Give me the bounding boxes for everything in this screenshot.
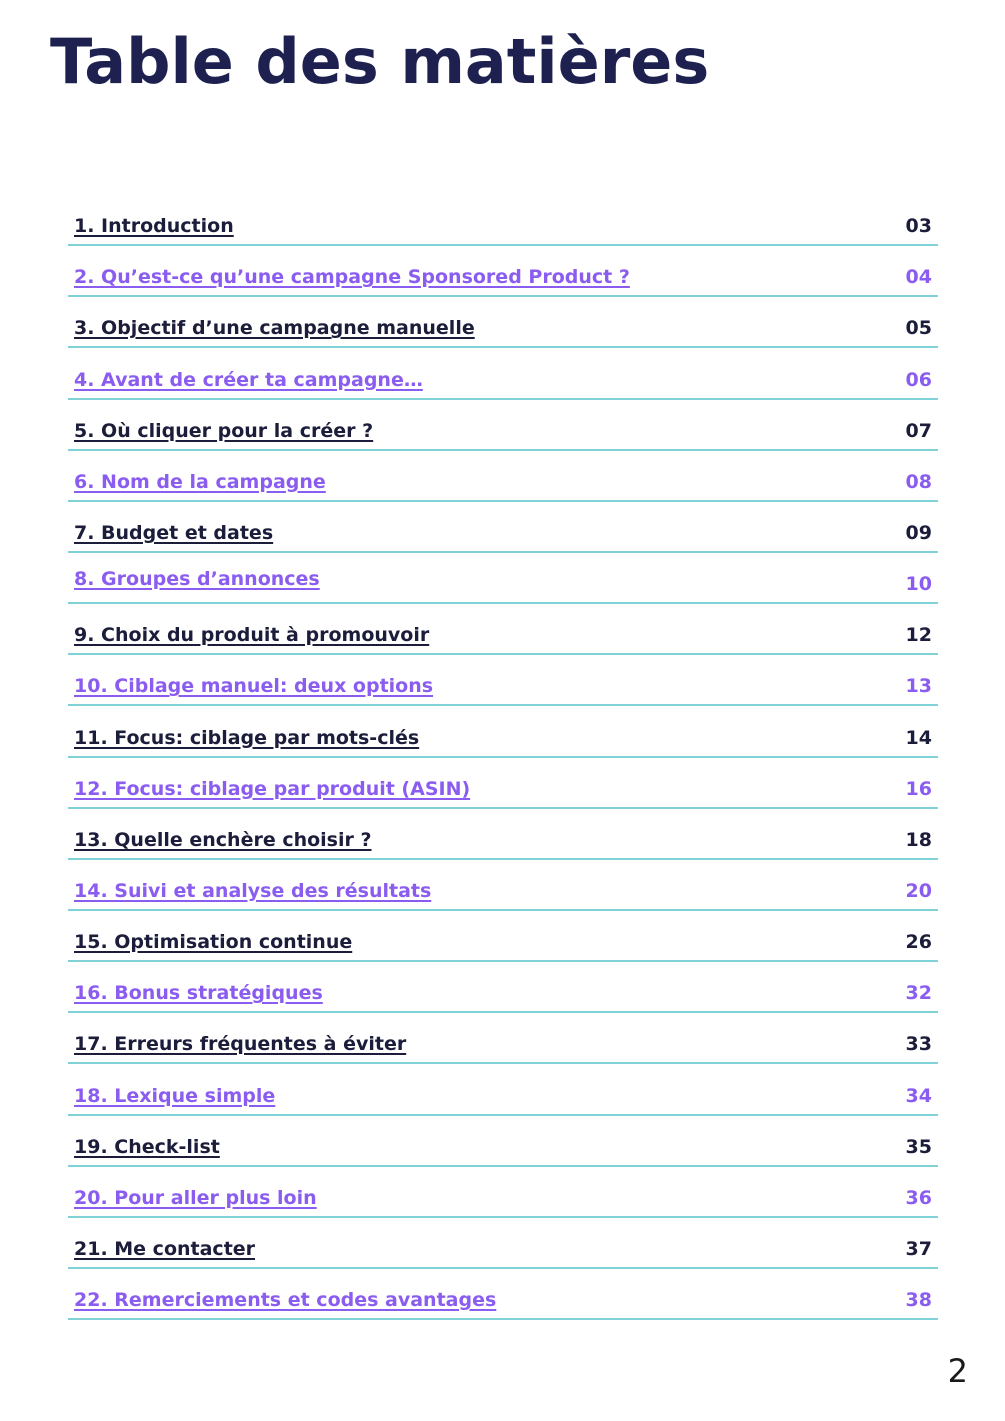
toc-entry[interactable] <box>68 1013 938 1064</box>
toc-entry[interactable] <box>68 1218 938 1269</box>
toc-entry-page[interactable]: 14 <box>905 726 932 749</box>
toc-entry-label[interactable]: 19. Check-list <box>74 1135 220 1158</box>
toc-entry-page[interactable]: 12 <box>905 624 932 647</box>
toc-entry-label[interactable]: 9. Choix du produit à promouvoir <box>74 624 430 647</box>
toc-entry-label[interactable]: 22. Remerciements et codes avantages <box>74 1289 497 1312</box>
toc-entry-label[interactable]: 7. Budget et dates <box>74 521 274 544</box>
toc-entry[interactable] <box>68 962 938 1013</box>
toc-entry[interactable] <box>68 400 938 451</box>
toc-entry-page[interactable]: 06 <box>905 368 932 391</box>
toc-entry-label[interactable]: 13. Quelle enchère choisir ? <box>74 828 372 851</box>
toc-entry-page[interactable]: 04 <box>905 266 932 289</box>
toc-entry-label[interactable]: 21. Me contacter <box>74 1237 256 1260</box>
toc-entry-page[interactable]: 10 <box>905 573 932 596</box>
toc-entry[interactable] <box>68 1116 938 1167</box>
toc-entry-label[interactable]: 4. Avant de créer ta campagne… <box>74 368 423 391</box>
toc-entry[interactable] <box>68 911 938 962</box>
toc-entry[interactable] <box>68 758 938 809</box>
toc-entry[interactable] <box>68 604 938 655</box>
toc-entry-label[interactable]: 14. Suivi et analyse des résultats <box>74 879 432 902</box>
page-title: Table des matières <box>50 25 710 98</box>
toc-entry[interactable] <box>68 809 938 860</box>
toc-entry[interactable] <box>68 297 938 348</box>
toc-entry-page[interactable]: 26 <box>905 931 932 954</box>
toc-entry-label[interactable]: 6. Nom de la campagne <box>74 470 326 493</box>
toc-entry-page[interactable]: 03 <box>905 215 932 238</box>
toc-entry-label[interactable]: 5. Où cliquer pour la créer ? <box>74 419 374 442</box>
toc-entry[interactable] <box>68 860 938 911</box>
toc-entry-page[interactable]: 05 <box>905 317 932 340</box>
toc-entry-label[interactable]: 18. Lexique simple <box>74 1084 276 1107</box>
toc-entry-label[interactable]: 11. Focus: ciblage par mots-clés <box>74 726 420 749</box>
toc-entry-label[interactable]: 2. Qu’est-ce qu’une campagne Sponsored Product ? <box>74 266 630 289</box>
toc-entry-page[interactable]: 37 <box>905 1237 932 1260</box>
toc-entry-label[interactable]: 20. Pour aller plus loin <box>74 1186 317 1209</box>
toc-entry-page[interactable]: 32 <box>905 982 932 1005</box>
toc-entry-label[interactable]: 10. Ciblage manuel: deux options <box>74 675 434 698</box>
toc-entry-page[interactable]: 33 <box>905 1033 932 1056</box>
toc-entry[interactable] <box>68 1269 938 1320</box>
toc-entry[interactable] <box>68 502 938 553</box>
toc-entry-page[interactable]: 07 <box>905 419 932 442</box>
toc-entry-page[interactable]: 09 <box>905 521 932 544</box>
page-number: 2 <box>947 1352 968 1390</box>
toc-entry-label[interactable]: 12. Focus: ciblage par produit (ASIN) <box>74 777 471 800</box>
toc-entry-page[interactable]: 08 <box>905 470 932 493</box>
toc-entry-page[interactable]: 13 <box>905 675 932 698</box>
toc-entry-page[interactable]: 38 <box>905 1289 932 1312</box>
toc-entry-page[interactable]: 34 <box>905 1084 932 1107</box>
toc-entry[interactable] <box>68 1064 938 1115</box>
toc-entry-label[interactable]: 17. Erreurs fréquentes à éviter <box>74 1033 407 1056</box>
toc-entry-page[interactable]: 36 <box>905 1186 932 1209</box>
toc-entry[interactable] <box>68 706 938 757</box>
toc-entry[interactable] <box>68 246 938 297</box>
toc-entry-label[interactable]: 15. Optimisation continue <box>74 931 353 954</box>
toc-entry[interactable] <box>68 451 938 502</box>
toc-entry-page[interactable]: 16 <box>905 777 932 800</box>
toc-entry-label[interactable]: 1. Introduction <box>74 215 234 238</box>
table-of-contents <box>68 195 938 1320</box>
toc-entry[interactable] <box>68 348 938 399</box>
toc-entry-page[interactable]: 20 <box>905 879 932 902</box>
toc-entry[interactable] <box>68 553 938 604</box>
toc-entry[interactable] <box>68 655 938 706</box>
toc-entry-label[interactable]: 3. Objectif d’une campagne manuelle <box>74 317 475 340</box>
toc-entry-label[interactable]: 8. Groupes d’annonces <box>74 568 320 591</box>
toc-entry-page[interactable]: 18 <box>905 828 932 851</box>
toc-entry[interactable] <box>68 1167 938 1218</box>
toc-entry-page[interactable]: 35 <box>905 1135 932 1158</box>
toc-entry[interactable] <box>68 195 938 246</box>
toc-entry-label[interactable]: 16. Bonus stratégiques <box>74 982 323 1005</box>
